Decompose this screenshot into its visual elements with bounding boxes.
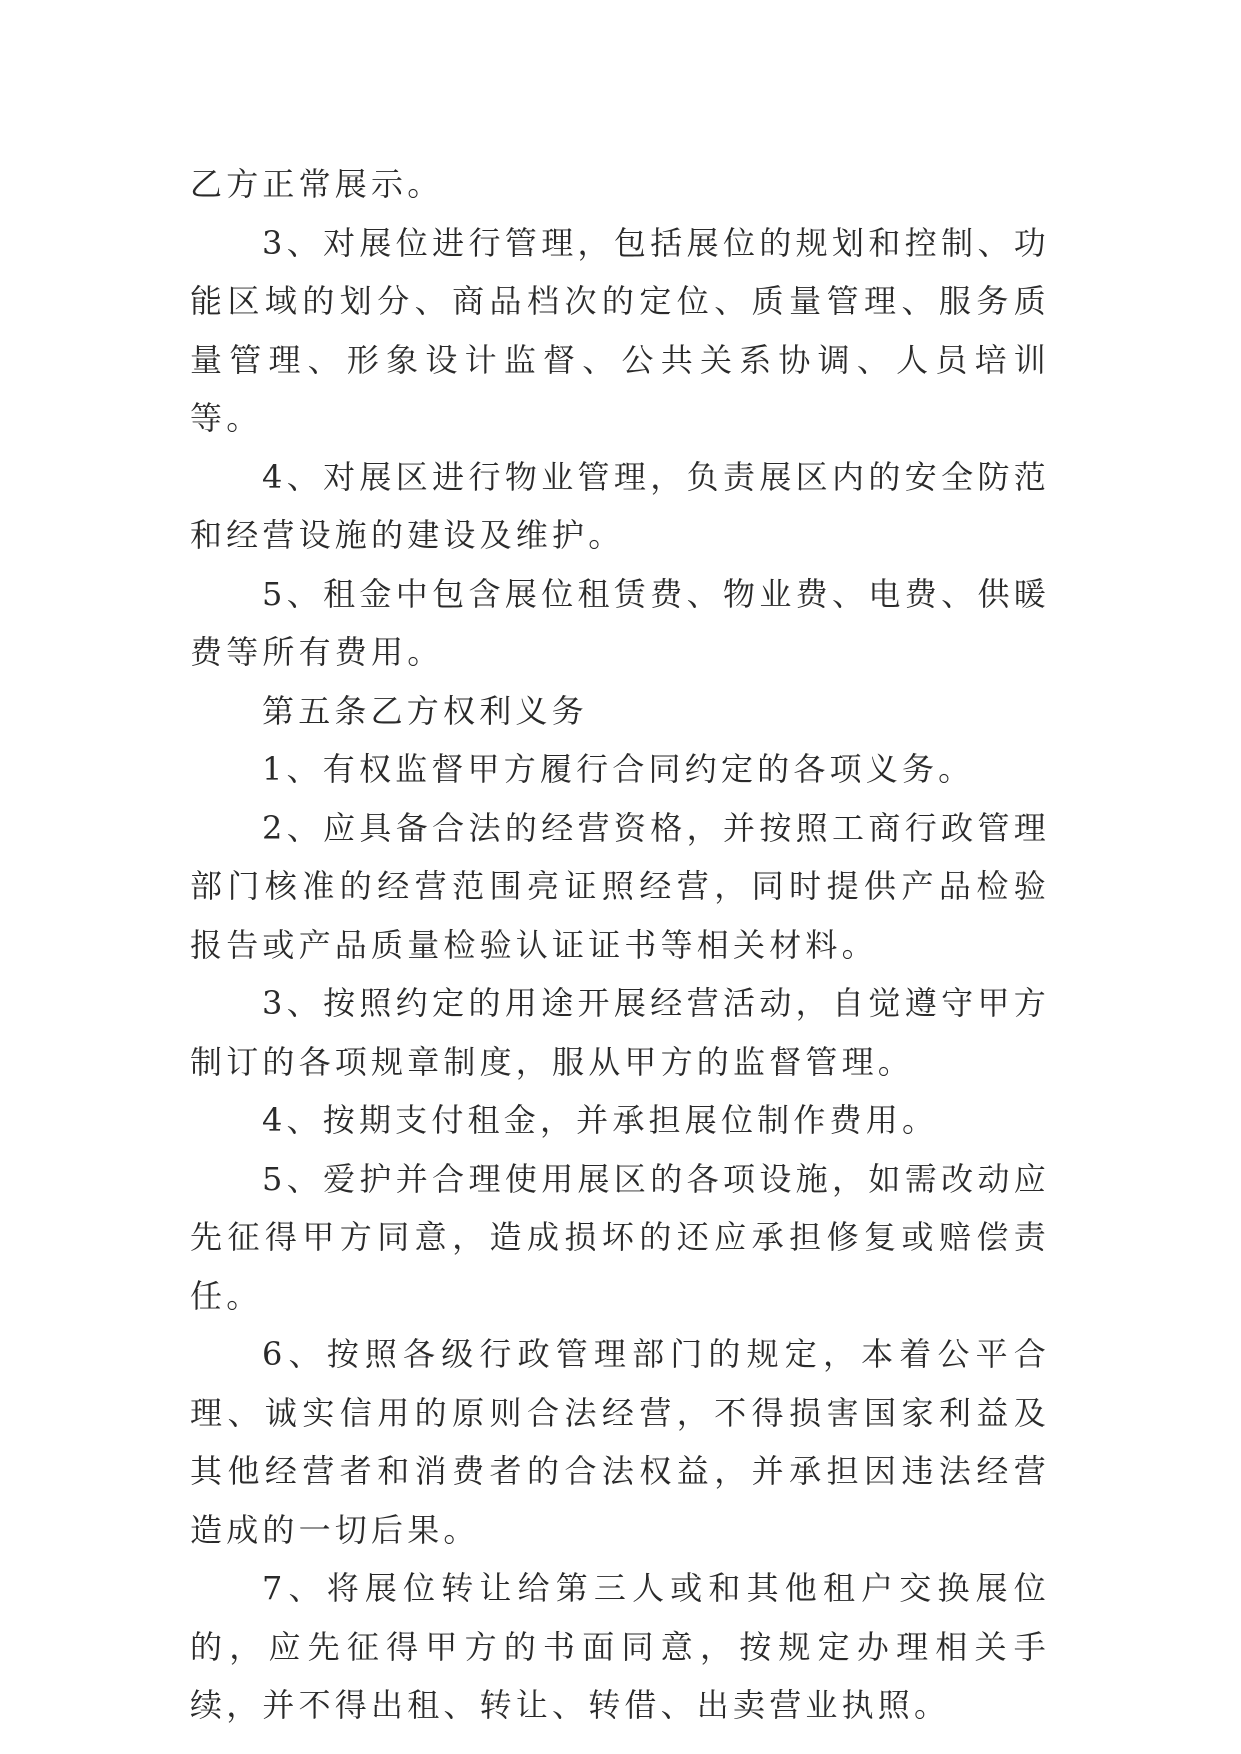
section-heading-article-5: 第五条乙方权利义务 [262,691,588,730]
paragraph-item-1-supervise: 1、有权监督甲方履行合同约定的各项义务。 [262,750,975,788]
document-body [190,155,1050,1735]
paragraph-item-5-rent: 5、租金中包含展位租赁费、物业费、电费、供暖费等所有费用。 [190,574,1050,671]
paragraph-item-6-compliance: 6、按照各级行政管理部门的规定，本着公平合理、诚实信用的原则合法经营，不得损害国家利益及其他经营者和消费者的合法权益，并承担因违法经营造成的一切后果。 [190,1335,1050,1549]
paragraph-item-2-qualification: 2、应具备合法的经营资格，并按照工商行政管理部门核准的经营范围亮证照经营，同时提供产品检验报告或产品质量检验认证证书等相关材料。 [190,808,1050,964]
paragraph-continuation: 乙方正常展示。 [190,165,444,203]
paragraph-item-5-facilities: 5、爱护并合理使用展区的各项设施，如需改动应先征得甲方同意，造成损坏的还应承担修复或赔偿责任。 [190,1159,1050,1315]
paragraph-item-4-payment: 4、按期支付租金，并承担展位制作费用。 [262,1101,939,1139]
paragraph-item-4-property: 4、对展区进行物业管理，负责展区内的安全防范和经营设施的建设及维护。 [190,457,1050,554]
paragraph-item-3-activities: 3、按照约定的用途开展经营活动，自觉遵守甲方制订的各项规章制度，服从甲方的监督管理。 [190,984,1050,1081]
paragraph-item-7-transfer: 7、将展位转让给第三人或和其他租户交换展位的，应先征得甲方的书面同意，按规定办理相关手续，并不得出租、转让、转借、出卖营业执照。 [190,1569,1050,1724]
paragraph-item-3-management: 3、对展位进行管理，包括展位的规划和控制、功能区域的划分、商品档次的定位、质量管理、服务质量管理、形象设计监督、公共关系协调、人员培训等。 [190,223,1050,437]
